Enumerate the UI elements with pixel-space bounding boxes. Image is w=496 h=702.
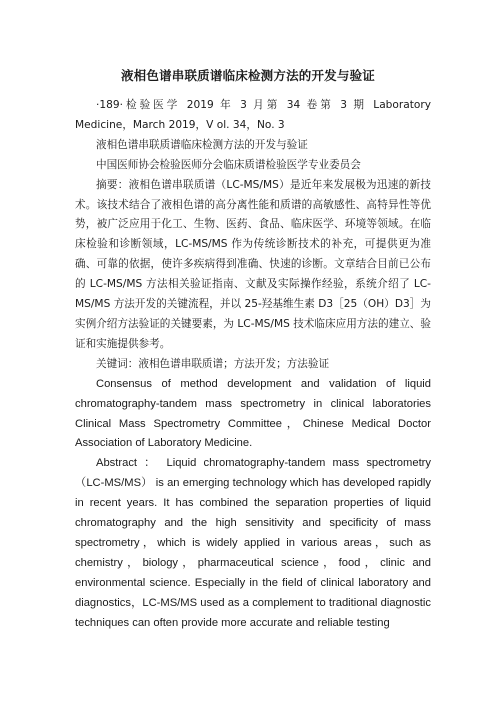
chinese-organization: 中国医师协会检验医师分会临床质谱检验医学专业委员会 [96, 158, 361, 171]
document-title: 液相色谱串联质谱临床检测方法的开发与验证 [120, 68, 375, 83]
chinese-subtitle: 液相色谱串联质谱临床检测方法的开发与验证 [96, 138, 308, 151]
chinese-keywords: 关键词：液相色谱串联质谱；方法开发；方法验证 [96, 357, 330, 370]
chinese-abstract: 摘要：液相色谱串联质谱（LC-MS/MS）是近年来发展极为迅速的新技术。该技术结合了液相色谱的高分离性能和质谱的高敏感性、高特异性等优势，被广泛应用于化工、生物、医药、食品、临床医学、环境等领域。在临床检验和诊断领域，LC-MS/MS 作为传统诊断技术的补充，可提供更为准确、可靠的依据，使许多疾病得到准确、快速的诊断。文章结合目前已公布的 LC-MS/MS 方法相关验证指南、文献及实际操作经验，系统介绍了 LC-MS/MS 方法开发的关键流程，并以 25-羟基维生素 D3［25（OH）D3］为实例介绍方法验证的关键要素，为 LC-MS/MS 技术临床应用方法的建立、验证和实施提供参考。 [75, 178, 431, 350]
citation-line: ·189·检验医学 2019 年 3 月第 34 卷第 3 期 Laboratory Medicine，March 2019，V ol. 34，No. 3 [75, 99, 431, 131]
english-title-and-organization: Consensus of method development and validation of liquid chromatography-tandem mass spectrometry in clinical laboratories Clinical Mass Spectrometry Committee，Chinese Medical Doctor Association of Laboratory Medicine. [75, 377, 431, 450]
english-abstract: Abstract ： Liquid chromatography-tandem mass spectrometry （LC-MS/MS） is an emerging technology which has developed rapidly in recent years. It has combined the separation properties of liquid chromatography and the high sensitivity and specificity of mass spectrometry，which is widely applied in various areas，such as chemistry，biology，pharmaceutical science，food，clinic and environmental science. Especially in the field of clinical laboratory and diagnostics，LC-MS/MS used as a complement to traditional diagnostic techniques can often provide more accurate and reliable testing [75, 457, 431, 629]
document-body [75, 96, 431, 633]
